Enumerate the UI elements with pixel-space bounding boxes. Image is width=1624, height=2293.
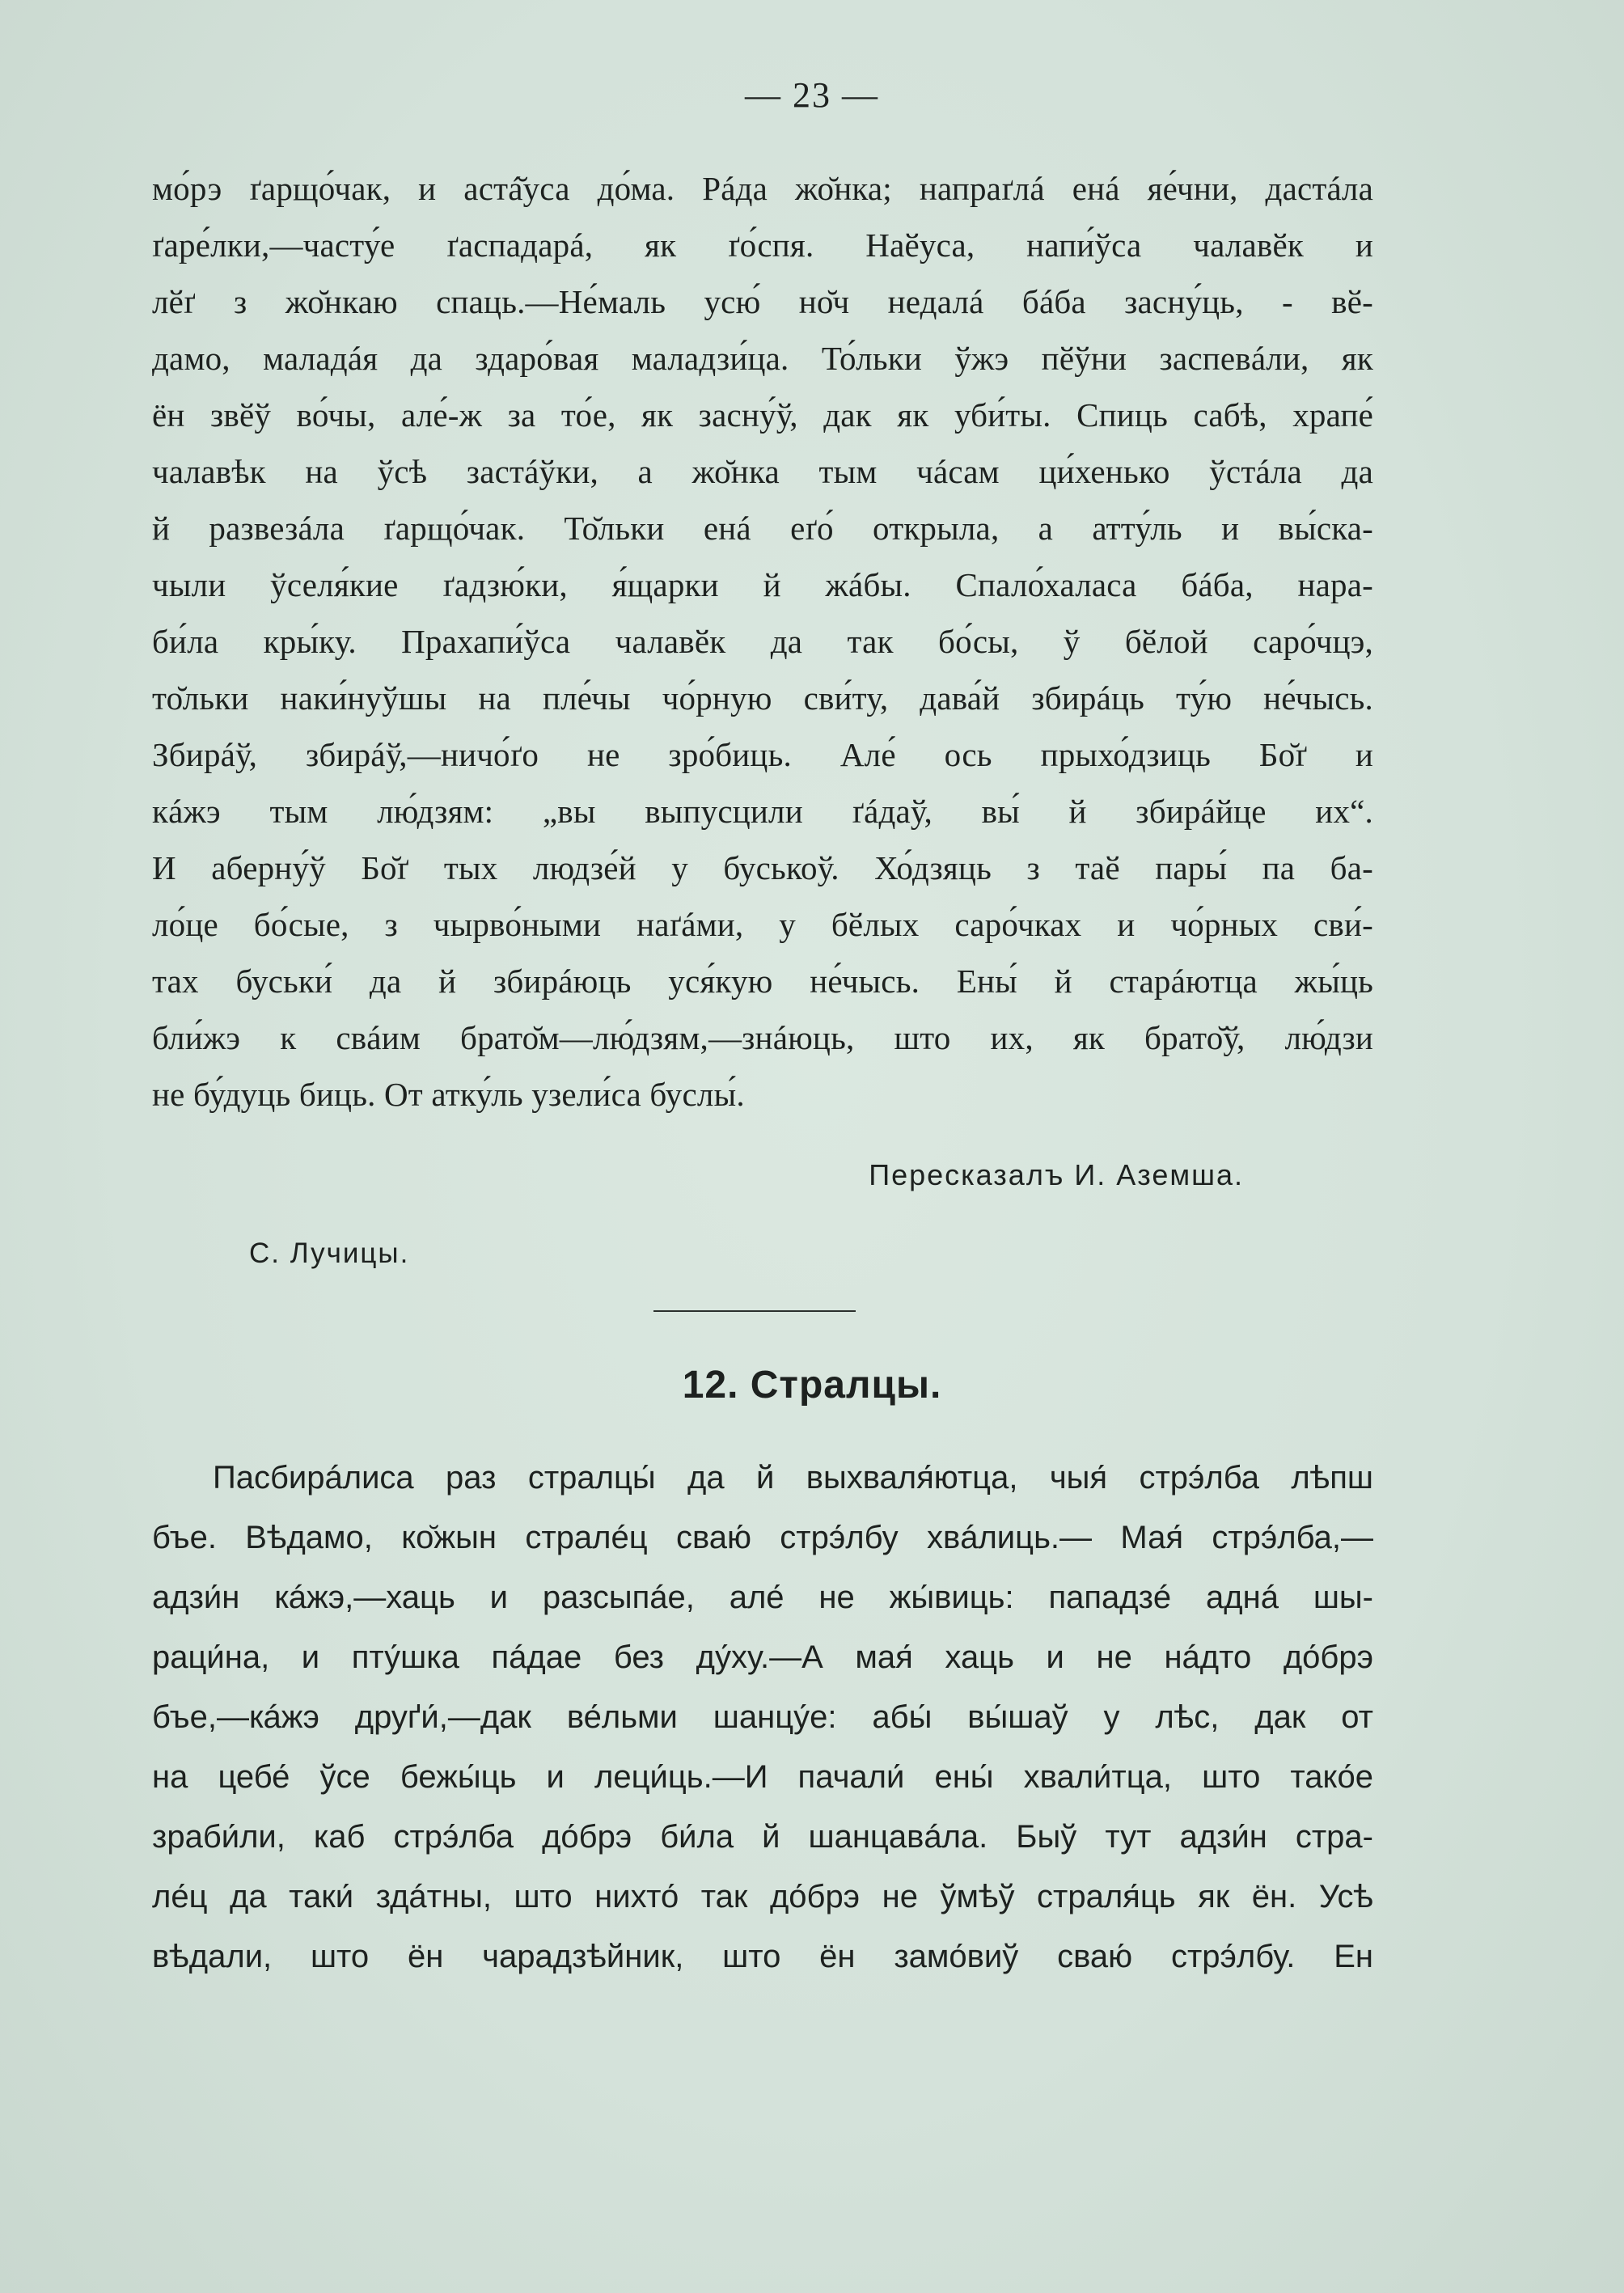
page-number: — 23 — (745, 75, 879, 115)
text-line: чыли ўселя́кие ґадзю́ки, я́щарки й жáбы. Спало́халаса бáба, нара- (152, 566, 1373, 603)
text-line: чалавѣк на ўсѣ застáўки, а жо̆нка тым чáсам ци́хенько ўстáла да (152, 453, 1373, 490)
text-line: И аберну́ў Бо̆ґ тых людзе́й у буськоў. Хо́дзяць з таӗ пары́ па ба- (152, 849, 1373, 886)
text-line: мо́рэ ґарщо́чак, и астá̆уса до́ма. Рáда жо̆нка; напраґлá енá яе́чни, дастáла (152, 170, 1373, 207)
text-line: адзи́н кáжэ,—хаць и разсыпáе, але́ не жы́виць: пападзé аднá шы- (152, 1580, 1373, 1615)
text-line: бли́жэ к свáим брато̆м—лю́дзям,—знáюць, што их, як брато̆ў, лю́дзи (152, 1019, 1373, 1056)
story-paragraph (152, 1448, 1373, 1986)
text-line: раци́на, и пту́шка пáдае без ду́ху.—А мая́ хаць и не нáдто до́брэ (152, 1639, 1373, 1675)
section-divider (653, 1310, 856, 1312)
text-line: вѣдали, што ён чарадзѣйник, што ён замо́виў сваю́ стрэ́лбу. Ен (152, 1939, 1373, 1974)
text-line: бъе. Вѣдамо, ко̆жын стралéц сваю́ стрэ́лбу хвáлиць.— Мая́ стрэ́лба,— (152, 1520, 1373, 1555)
village-name: С. Лучицы. (249, 1237, 410, 1269)
text-line: кáжэ тым лю́дзям: „вы выпусцили ґáдаў, вы́ й збирáйце их“. (152, 793, 1373, 830)
narrator-attribution: Пересказалъ И. Аземша. (869, 1158, 1244, 1191)
text-line: Пасбирáлиса раз стралцы́ да й выхваля́ютца, чыя́ стрэ́лба лѣпш (213, 1460, 1373, 1496)
continuation-paragraph (152, 160, 1373, 1123)
text-line: лӗґ з жо̆нкаю спаць.—Не́маль усю́ но̆ч недалá бáба засну́ць, - вӗ- (152, 283, 1373, 320)
text-line: Збирáў, збирáў,—ничо́ґо не зро́биць. Але́ ось прыхо́дзиць Бо̆ґ и (152, 736, 1373, 773)
text-line: на цебе́ ўсе бежы́ць и леци́ць.—И пачали́ ены́ хвали́тца, што тако́е (152, 1759, 1373, 1795)
text-line: ле́ц да таки́ здáтны, што нихто́ так до́брэ не ўмѣў страля́ць як ён. Усѣ (152, 1879, 1373, 1914)
text-line: дамо, маладáя да здаро́вая маладзи́ца. То́льки ўжэ пӗўни заспевáли, як (152, 340, 1373, 377)
text-line: не бу́дуць биць. От атку́ль узели́са буслы́. (152, 1076, 745, 1113)
text-line: ґаре́лки,—часту́е ґаспадарá, як ґо́спя. Наӗуса, напи́ўса чалавӗк и (152, 226, 1373, 264)
text-line: би́ла кры́ку. Прахапи́ўса чалавӗк да так бо́сы, ў бӗлой саро́чцэ, (152, 623, 1373, 660)
text-line: тах буськи́ да й збирáюць уся́кую не́чысь. Ены́ й старáютца жы́ць (152, 962, 1373, 1000)
text-line: бъе,—кáжэ друґи́,—дак ве́льми шанцу́е: абы́ вы́шаў у лѣс, дак от (152, 1699, 1373, 1735)
text-line: ён звӗў во́чы, але́-ж за то́е, як засну́ў, дак як уби́ты. Спиць сабѣ, храпе́ (152, 396, 1373, 434)
story-title: 12. Стралцы. (682, 1364, 942, 1407)
text-line: ло́це бо́сые, з чырво́ными наґáми, у бӗлых саро́чках и чо́рных сви́- (152, 906, 1373, 943)
text-line: й развезáла ґарщо́чак. То̆льки енá еґо́ открыла, а атту́ль и вы́ска- (152, 510, 1373, 547)
text-line: зраби́ли, каб стрэ́лба до́брэ би́ла й шанцавáла. Быў тут адзи́н стра- (152, 1819, 1373, 1855)
text-line: то̆льки наки́нуўшы на пле́чы чо́рную сви́ту, дава́й збирáць ту́ю не́чысь. (152, 679, 1373, 717)
